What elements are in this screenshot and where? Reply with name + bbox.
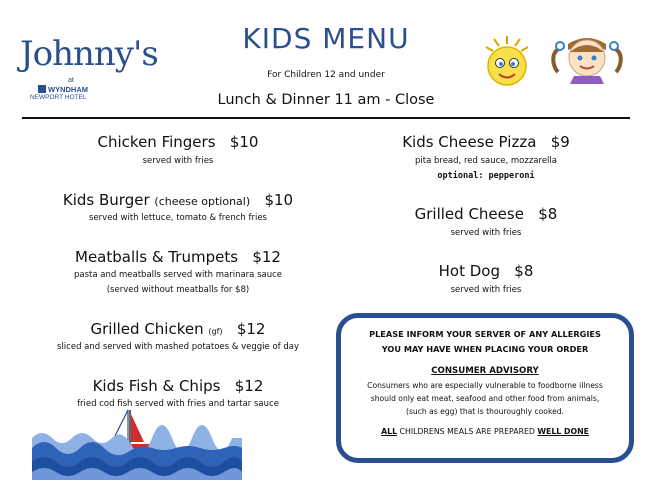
menu-item-kids-fish-chips — [20, 377, 336, 409]
boy-face-icon — [480, 34, 534, 88]
hotel-logo — [20, 34, 170, 101]
advisory-line-2: should only eat meat, seafood and other food from animals, — [370, 394, 600, 403]
menu-item-meatballs-trumpets — [20, 248, 336, 295]
well-done-emphasis: WELL DONE — [537, 427, 589, 436]
menu-item-hot-dog — [336, 262, 636, 295]
menu-item-grilled-cheese — [336, 205, 636, 238]
item-price: $12 — [236, 320, 266, 338]
item-name: Hot Dog — [438, 262, 500, 280]
item-price: $10 — [264, 191, 294, 209]
service-hours: Lunch & Dinner 11 am - Close — [217, 92, 435, 108]
header-divider — [22, 117, 630, 119]
wyndham-mark-icon — [38, 85, 46, 93]
item-note: (cheese optional) — [154, 195, 251, 208]
item-price: $10 — [229, 133, 259, 151]
item-name: Grilled Cheese — [414, 205, 524, 223]
item-desc: pasta and meatballs served with marinara sauce — [74, 270, 282, 280]
item-name: Kids Cheese Pizza — [402, 133, 537, 151]
menu-item-kids-cheese-pizza — [336, 133, 636, 181]
advisory-heading: CONSUMER ADVISORY — [431, 366, 539, 376]
well-done-mid: CHILDRENS MEALS ARE PREPARED — [397, 427, 538, 436]
item-price: $8 — [514, 262, 534, 280]
item-desc: pita bread, red sauce, mozzarella — [415, 156, 557, 166]
logo-at: at — [68, 77, 74, 84]
well-done-all: ALL — [381, 427, 398, 436]
item-price: $12 — [234, 377, 264, 395]
item-price: $8 — [538, 205, 558, 223]
item-note: (gf) — [208, 327, 223, 336]
item-name: Chicken Fingers — [97, 133, 216, 151]
advisory-line-3: (such as egg) that is thouroughly cooked. — [406, 407, 564, 416]
item-desc-2: (served without meatballs for $8) — [106, 285, 250, 295]
item-desc: served with fries — [450, 228, 522, 238]
consumer-advisory-box — [336, 313, 634, 463]
item-desc: served with fries — [142, 156, 214, 166]
girl-face-icon — [548, 30, 626, 84]
sailboat-waves-illustration — [32, 408, 242, 480]
menu-item-kids-burger — [20, 191, 336, 223]
logo-name: Johnny's — [20, 34, 158, 74]
item-desc: sliced and served with mashed potatoes & veggie of day — [57, 342, 299, 352]
age-note: For Children 12 and under — [267, 70, 385, 80]
item-name: Kids Burger — [62, 191, 150, 209]
advisory-line-1: Consumers who are especially vulnerable to foodborne illness — [367, 381, 603, 390]
item-name: Kids Fish & Chips — [92, 377, 221, 395]
logo-hotel: NEWPORT HOTEL — [30, 94, 87, 101]
item-desc: fried cod fish served with fries and tartar sauce — [77, 399, 279, 409]
item-name: Grilled Chicken — [90, 320, 204, 338]
item-option: optional: pepperoni — [437, 171, 535, 181]
well-done-notice — [341, 427, 629, 436]
logo-brand: WYNDHAM — [48, 85, 88, 94]
page-title: KIDS MENU — [242, 22, 410, 55]
item-name: Meatballs & Trumpets — [75, 248, 239, 266]
item-price: $12 — [252, 248, 281, 266]
menu-item-chicken-fingers — [20, 133, 336, 166]
menu-item-grilled-chicken — [20, 320, 336, 352]
item-desc: served with lettuce, tomato & french fries — [89, 213, 267, 223]
allergy-notice-line-2: YOU MAY HAVE WHEN PLACING YOUR ORDER — [381, 344, 589, 354]
item-desc: served with fries — [450, 285, 522, 295]
allergy-notice-line-1: PLEASE INFORM YOUR SERVER OF ANY ALLERGIES — [369, 329, 601, 339]
item-price: $9 — [550, 133, 570, 151]
